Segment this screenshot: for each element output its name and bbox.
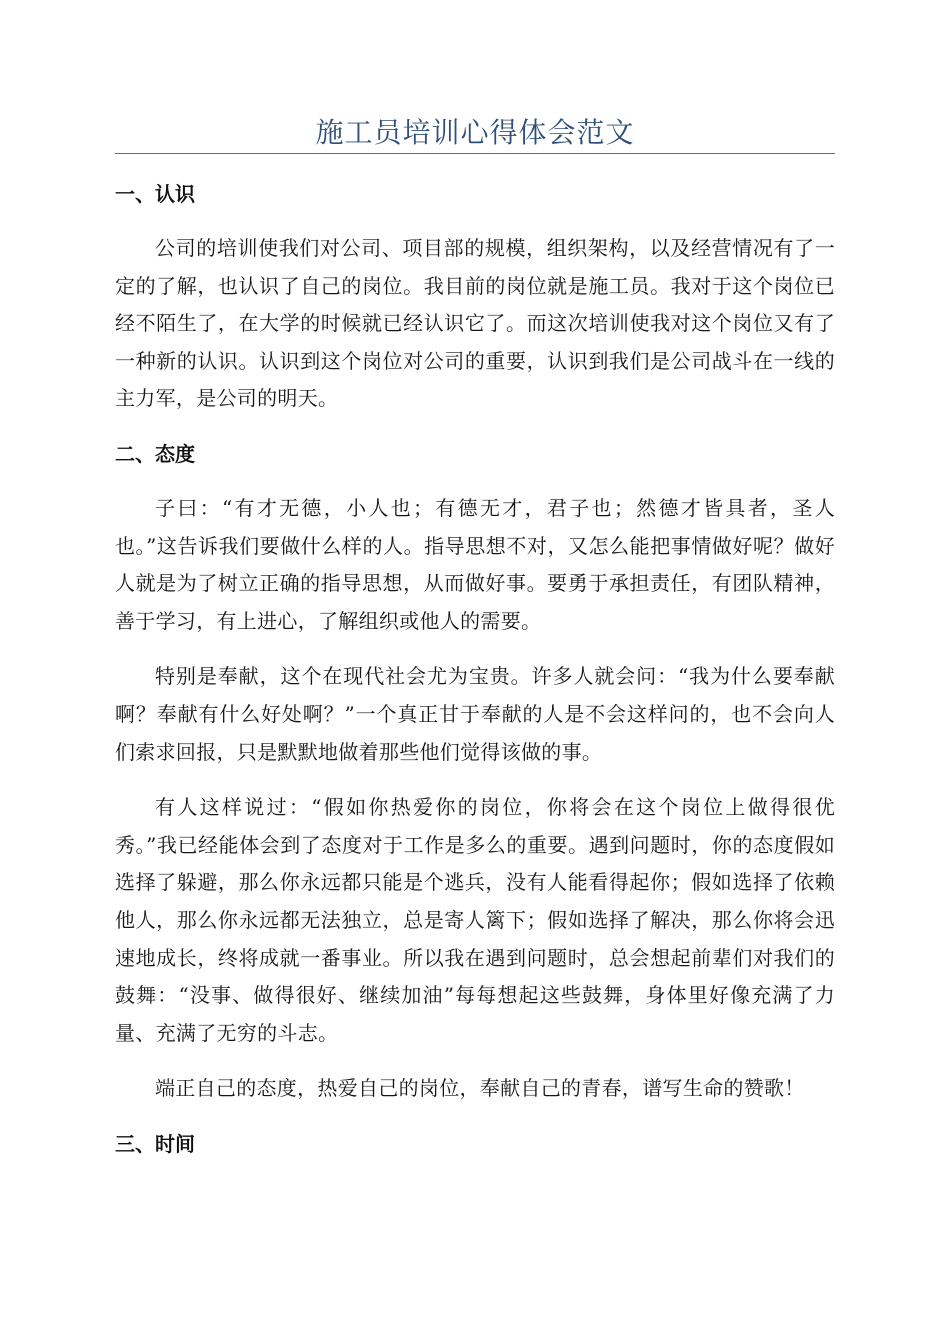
document-body (115, 176, 835, 1162)
paragraph: 公司的培训使我们对公司、项目部的规模，组织架构，以及经营情况有了一定的了解，也认识了自己的岗位。我目前的岗位就是施工员。我对于这个岗位已经不陌生了，在大学的时候就已经认识它了。而这次培训使我对这个岗位又有了一种新的认识。认识到这个岗位对公司的重要，认识到我们是公司战斗在一线的主力军，是公司的明天。 (115, 236, 835, 411)
paragraph: 特别是奉献，这个在现代社会尤为宝贵。许多人就会问：“我为什么要奉献啊？奉献有什么好处啊？”一个真正甘于奉献的人是不会这样问的，也不会向人们索求回报，只是默默地做着那些他们觉得该做的事。 (115, 664, 835, 764)
document-title: 施工员培训心得体会范文 (315, 116, 635, 149)
section-understanding (115, 176, 835, 418)
paragraph: 有人这样说过：“假如你热爱你的岗位，你将会在这个岗位上做得很优秀。”我已经能体会到了态度对于工作是多么的重要。遇到问题时，你的态度假如选择了躲避，那么你永远都只能是个逃兵，没有人能看得起你；假如选择了依赖他人，那么你永远都无法独立，总是寄人篱下；假如选择了解决，那么你将会迅速地成长，终将成就一番事业。所以我在遇到问题时，总会想起前辈们对我们的鼓舞：“没事、做得很好、继续加油”每每想起这些鼓舞，身体里好像充满了力量、充满了无穷的斗志。 (115, 795, 835, 1045)
title-block (115, 113, 835, 154)
section-time (115, 1126, 835, 1162)
section-attitude (115, 436, 835, 1108)
section-heading: 二、态度 (115, 441, 195, 466)
section-heading: 一、认识 (115, 182, 195, 206)
paragraph: 端正自己的态度，热爱自己的岗位，奉献自己的青春，谱写生命的赞歌！ (155, 1076, 805, 1101)
title-underline (115, 153, 835, 154)
section-heading: 三、时间 (115, 1131, 195, 1156)
paragraph: 子曰：“有才无德，小人也；有德无才，君子也；然德才皆具者，圣人也。”这告诉我们要做什么样的人。指导思想不对，又怎么能把事情做好呢？做好人就是为了树立正确的指导思想，从而做好事。要勇于承担责任，有团队精神，善于学习，有上进心，了解组织或他人的需要。 (115, 495, 835, 633)
